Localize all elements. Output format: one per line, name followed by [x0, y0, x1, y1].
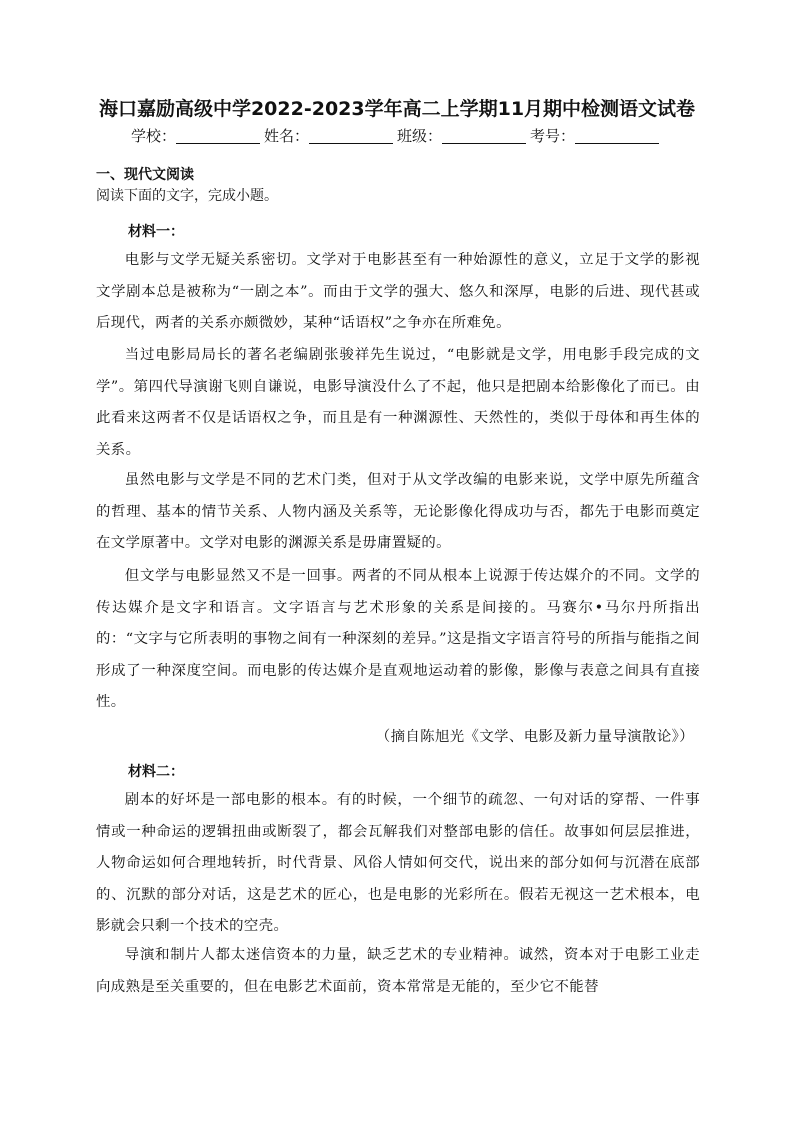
name-blank[interactable]: [309, 127, 393, 144]
material-one-label: 材料一：: [128, 224, 184, 240]
name-label: 姓名：: [263, 127, 309, 145]
material-one-paragraph-2: 当过电影局局长的著名老编剧张骏祥先生说过，“电影就是文学，用电影手段完成的文学”。第四代导演谢飞则自谦说，电影导演没什么了不起，他只是把剧本给影像化了而已。由此看来这两者不仅是话语权之争，而且是有一种渊源性、天然性的，类似于母体和再生体的关系。: [96, 347, 700, 458]
material-one-paragraph-4: 但文学与电影显然又不是一回事。两者的不同从根本上说源于传达媒介的不同。文学的传达媒介是文字和语言。文字语言与艺术形象的关系是间接的。马赛尔•马尔丹所指出的：“文字与它所表明的事物之间有一种深刻的差异。”这是指文字语言符号的所指与能指之间形成了一种深度空间。而电影的传达媒介是直观地运动着的影像，影像与表意之间具有直接性。: [96, 568, 700, 710]
material-two-paragraph-2: 导演和制片人都太迷信资本的力量，缺乏艺术的专业精神。诚然，资本对于电影工业走向成熟是至关重要的，但在电影艺术面前，资本常常是无能的，至少它不能替: [96, 947, 700, 995]
section-heading: 一、现代文阅读: [96, 167, 194, 183]
school-blank[interactable]: [176, 127, 260, 144]
class-blank[interactable]: [442, 127, 526, 144]
material-one-paragraph-3: 虽然电影与文学是不同的艺术门类，但对于从文学改编的电影来说，文学中原先所蕴含的哲理、基本的情节关系、人物内涵及关系等，无论影像化得成功与否，都先于电影而奠定在文学原著中。文学对电影的渊源关系是毋庸置疑的。: [96, 472, 700, 551]
exam-title: 海口嘉励高级中学2022-2023学年高二上学期11月期中检测语文试卷: [98, 98, 696, 120]
material-one-paragraph-1: 电影与文学无疑关系密切。文学对于电影甚至有一种始源性的意义，立足于文学的影视文学剧本总是被称为“一剧之本”。而由于文学的强大、悠久和深厚，电影的后进、现代甚或后现代，两者的关系亦颇微妙，某种“话语权”之争亦在所难免。: [96, 252, 700, 331]
material-two-label: 材料二：: [128, 764, 184, 780]
material-two-paragraph-1: 剧本的好坏是一部电影的根本。有的时候，一个细节的疏忽、一句对话的穿帮、一件事情或一种命运的逻辑扭曲或断裂了，都会瓦解我们对整部电影的信任。故事如何层层推进，人物命运如何合理地转折，时代背景、风俗人情如何交代，说出来的部分如何与沉潜在底部的、沉默的部分对话，这是艺术的匠心，也是电影的光彩所在。假若无视这一艺术根本，电影就会只剩一个技术的空壳。: [96, 792, 700, 934]
number-label: 考号：: [530, 127, 576, 145]
student-info-line: [60, 124, 734, 148]
school-label: 学校：: [130, 127, 176, 145]
number-blank[interactable]: [575, 127, 659, 144]
material-one-source: （摘自陈旭光《文学、电影及新力量导演散论》）: [375, 729, 694, 745]
class-label: 班级：: [397, 127, 443, 145]
reading-instruction: 阅读下面的文字，完成小题。: [96, 188, 278, 204]
